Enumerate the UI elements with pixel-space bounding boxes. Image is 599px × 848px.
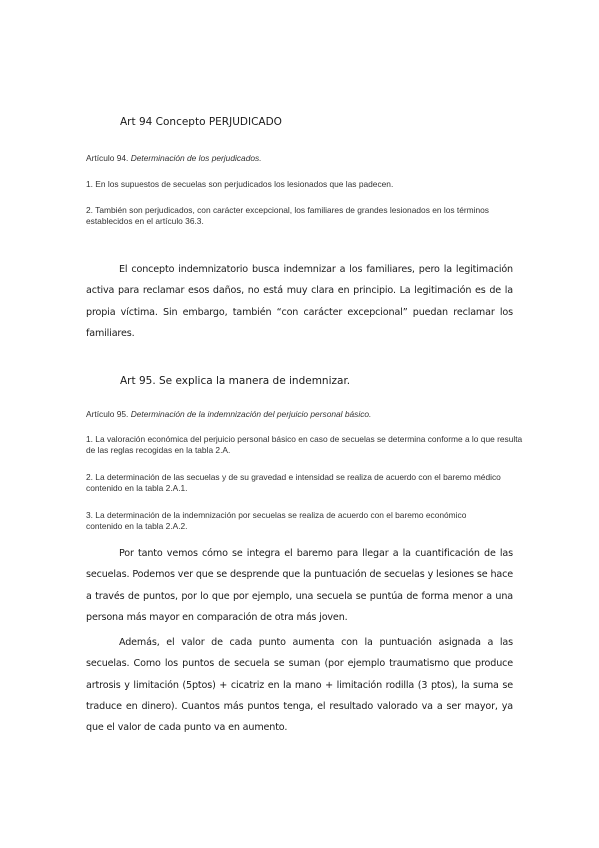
art95-article-title [86,409,526,420]
art95-article-title-italic: Determinación de la indemnización del perjuicio personal básico. [130,409,372,419]
art94-paragraph-2: 2. También son perjudicados, con carácter excepcional, los familiares de grandes lesionados en los términos establecidos en el artículo 36.3. [86,205,489,226]
art94-paragraph-1: 1. En los supuestos de secuelas son perjudicados los lesionados que las padecen. [86,179,394,189]
art95-heading: Art 95. Se explica la manera de indemnizar. [120,375,351,387]
art95-paragraph-1: 1. La valoración económica del perjuicio personal básico en caso de secuelas se determina conforme a lo que resulta de las reglas recogidas en la tabla 2.A. [86,434,523,455]
art94-heading: Art 94 Concepto PERJUDICADO [120,116,282,128]
art94-article-title-italic: Determinación de los perjudicados. [130,153,262,163]
commentary-paragraph-2: Por tanto vemos cómo se integra el baremo para llegar a la cuantificación de las secuelas. Podemos ver que se desprende que la puntuación de secuelas y lesiones se hace a través de puntos, por lo que por ejemplo, una secuela se puntúa de forma menor a una persona más mayor en comparación de otra más joven. [86,548,513,623]
commentary-paragraph-3: Además, el valor de cada punto aumenta con la puntuación asignada a las secuelas. Como los puntos de secuela se suman (por ejemplo traumatismo que produce artrosis y limitación (5ptos) + cicatriz en la mano + limitación rodilla (3 ptos), la suma se traduce en dinero). Cuantos más puntos tenga, el resultado valorado va a ser mayor, ya que el valor de cada punto va en aumento. [86,637,513,734]
art95-paragraph-3: 3. La determinación de la indemnización por secuelas se realiza de acuerdo con el baremo económico contenido en la tabla 2.A.2. [86,510,467,531]
art95-article-prefix: Artículo 95. [86,409,131,419]
commentary-paragraph-1: El concepto indemnizatorio busca indemnizar a los familiares, pero la legitimación activa para reclamar esos daños, no está muy clara en principio. La legitimación es de la propia víctima. Sin embargo, también “con carácter excepcional” puedan reclamar los familiares. [86,264,513,339]
art94-article-prefix: Artículo 94. [86,153,131,163]
art94-article-title [86,153,526,164]
art95-paragraph-2: 2. La determinación de las secuelas y de su gravedad e intensidad se realiza de acuerdo con el baremo médico contenido en la tabla 2.A.1. [86,472,501,493]
